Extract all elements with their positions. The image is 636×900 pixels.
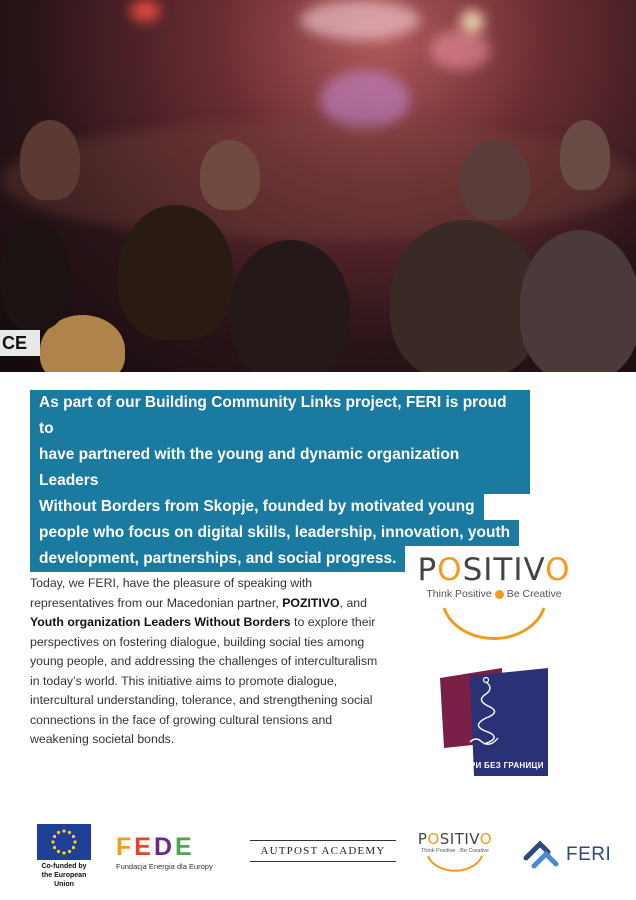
autpost-academy-logo: AUTPOST ACADEMY (250, 840, 396, 862)
positivo-tagline: Think Positive Be Creative (426, 588, 562, 600)
eu-flag-icon (37, 824, 91, 860)
positivo-small-tagline: Think Positive · Be Creative (421, 848, 489, 854)
orange-dot-icon (495, 590, 504, 599)
intro-text: , and (339, 595, 367, 610)
fede-logo (116, 834, 228, 871)
feri-logo (518, 832, 610, 878)
smile-arc-small-icon (412, 854, 498, 878)
partner-logos-footer (0, 820, 636, 890)
intro-paragraph (30, 574, 390, 750)
feri-wordmark: FERI (566, 844, 612, 865)
fede-subtitle: Fundacja Energia dla Europy (116, 862, 213, 871)
intro-text: to explore their perspectives on fostering dialogue, building social ties among young people, and addressing the challenges of interculturalism in today’s world. This initiative aims to promote dialogue, intercultural understanding, tolerance, and strengthening social connections in the face of growing cultural tensions and weakening societal bonds. (30, 615, 378, 746)
leaders-without-borders-logo (440, 668, 550, 776)
eu-caption: Co-funded by the European Union (41, 863, 87, 888)
quote-line: people who focus on digital skills, leadership, innovation, youth (30, 520, 519, 546)
positivo-small-wordmark: POSITIVO (417, 830, 493, 848)
hero-badge: CE (0, 330, 40, 356)
quote-line: have partnered with the young and dynamic organization Leaders (30, 442, 530, 494)
intro-text: Today, we FERI, have the pleasure of speaking with representatives from our Macedonian partner, (30, 576, 313, 610)
positivo-logo (414, 552, 574, 647)
lbg-emblem-icon (440, 668, 550, 776)
feri-emblem-icon (518, 832, 564, 878)
fede-wordmark: FEDE (116, 833, 195, 861)
quote-line: As part of our Building Community Links project, FERI is proud to (30, 390, 530, 442)
positivo-wordmark: POSITIVO (417, 552, 571, 588)
hero-photo-crowd (0, 0, 636, 372)
intro-bold-pozitivo: POZITIVO (282, 595, 340, 610)
quote-line: Without Borders from Skopje, founded by motivated young (30, 494, 484, 520)
positivo-small-logo (412, 830, 498, 883)
intro-bold-lwb: Youth organization Leaders Without Borders (30, 615, 291, 629)
smile-arc-icon (414, 604, 574, 648)
quote-line: development, partnerships, and social progress. (30, 546, 405, 572)
eu-cofunded-logo (32, 824, 96, 889)
highlight-quote (30, 390, 530, 572)
lbg-caption: ЛИДЕРИ БЕЗ ГРАНИЦИ (446, 761, 544, 770)
